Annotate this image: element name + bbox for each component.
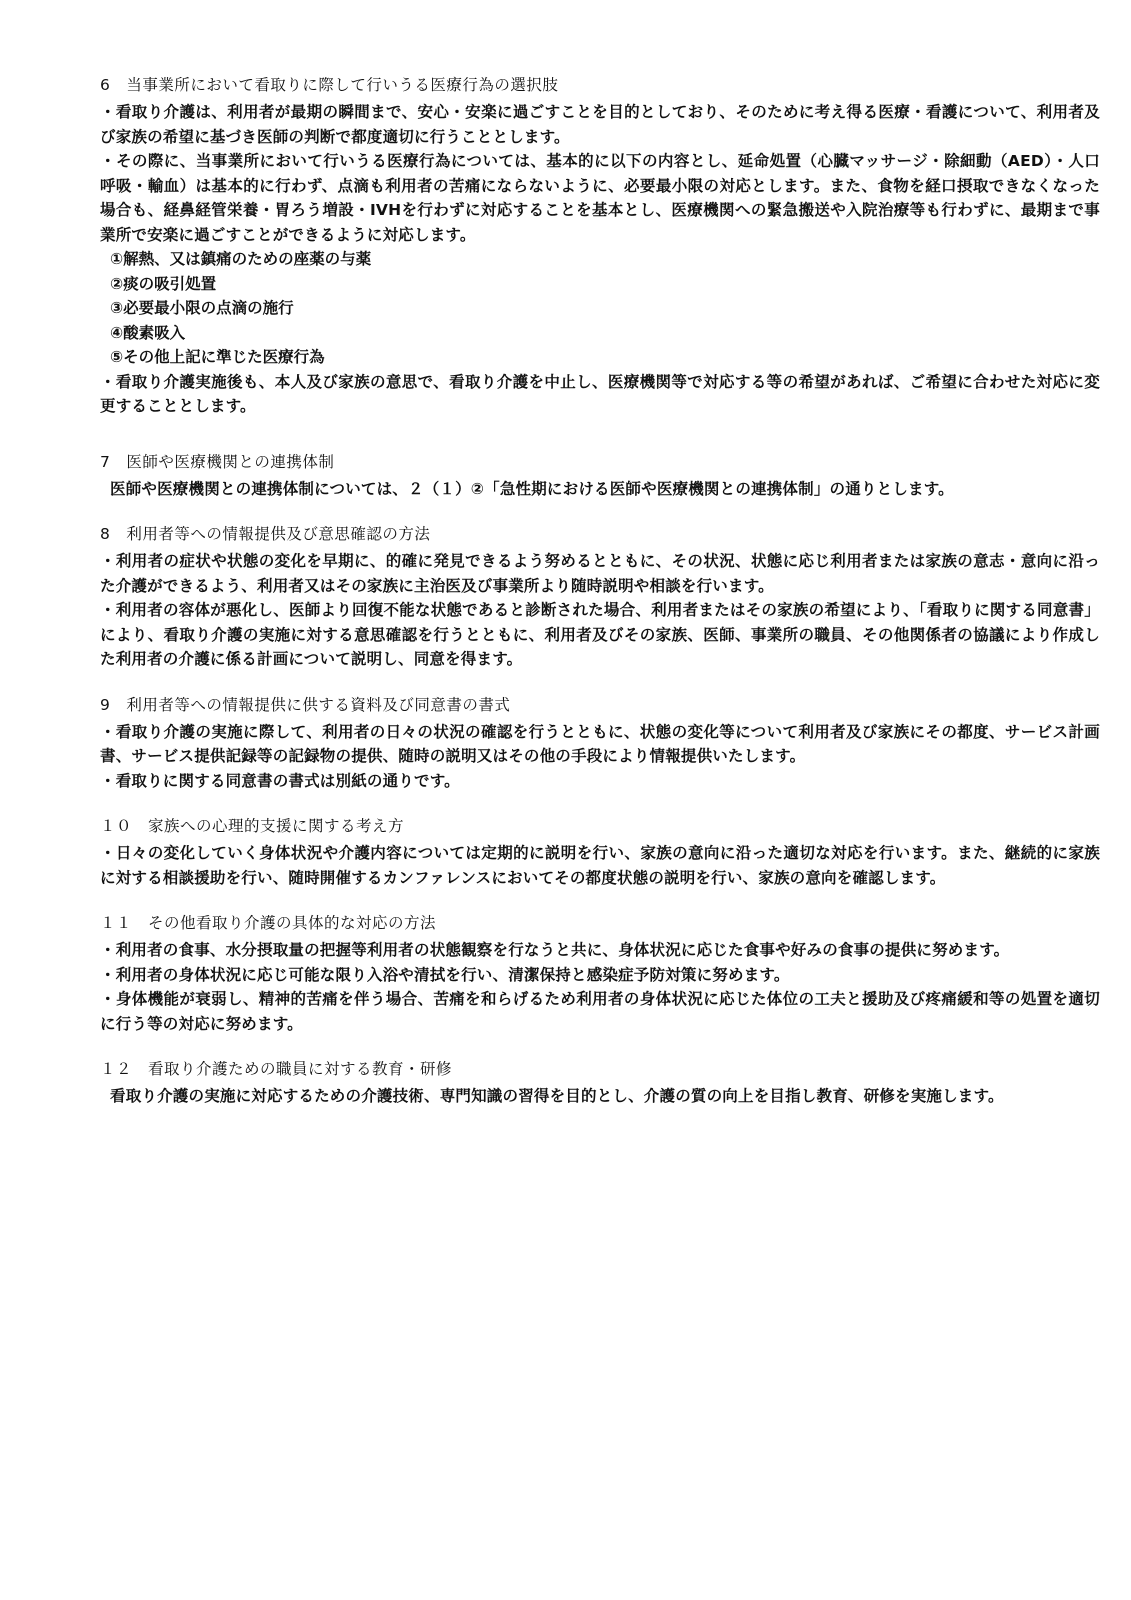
section-title: 8 利用者等への情報提供及び意思確認の方法 bbox=[100, 525, 431, 543]
paragraph: ・利用者の食事、水分摂取量の把握等利用者の状態観察を行なうと共に、身体状況に応じた食事や好みの食事の提供に努めます。 bbox=[100, 941, 1010, 959]
paragraph: ・その際に、当事業所において行いうる医療行為については、基本的に以下の内容とし、延命処置（心臓マッサージ・除細動（AED）・人口呼吸・輸血）は基本的に行わず、点滴も利用者の苦痛にならないように、必要最小限の対応とします。また、食物を経口摂取できなくなった場合も、経鼻経管栄養・胃ろう増設・IVHを行わずに対応することを基本とし、医療機関への緊急搬送や入院治療等も行わずに、最期まで事業所で安楽に過ごすことができるように対応します。 bbox=[100, 152, 1100, 244]
section-title: 9 利用者等への情報提供に供する資料及び同意書の書式 bbox=[100, 695, 511, 714]
list-item: ①解熱、又は鎮痛のための座薬の与薬 bbox=[110, 250, 372, 268]
section-8 bbox=[100, 521, 1100, 672]
section-12 bbox=[100, 1056, 1100, 1109]
paragraph: ・利用者の身体状況に応じ可能な限り入浴や清拭を行い、清潔保持と感染症予防対策に努めます。 bbox=[100, 965, 790, 984]
section-title: 7 医師や医療機関との連携体制 bbox=[100, 452, 335, 471]
section-7 bbox=[100, 449, 1100, 502]
section-title: １２ 看取り介護ための職員に対する教育・研修 bbox=[100, 1060, 453, 1078]
paragraph: ・看取り介護の実施に際して、利用者の日々の状況の確認を行うとともに、状態の変化等について利用者及び家族にその都度、サービス計画書、サービス提供記録等の記録物の提供、随時の説明又はその他の手段により情報提供いたします。 bbox=[100, 722, 1100, 765]
list-item: ②痰の吸引処置 bbox=[110, 274, 217, 293]
section-11 bbox=[100, 910, 1100, 1036]
list-item: ③必要最小限の点滴の施行 bbox=[110, 299, 294, 317]
paragraph: ・看取り介護は、利用者が最期の瞬間まで、安心・安楽に過ごすことを目的としており、そのために考え得る医療・看護について、利用者及び家族の希望に基づき医師の判断で都度適切に行うこととします。 bbox=[100, 103, 1100, 146]
paragraph: 医師や医療機関との連携体制については、２（１）②「急性期における医師や医療機関との連携体制」の通りとします。 bbox=[110, 479, 954, 498]
paragraph: ・看取り介護実施後も、本人及び家族の意思で、看取り介護を中止し、医療機関等で対応する等の希望があれば、ご希望に合わせた対応に変更することとします。 bbox=[100, 372, 1100, 415]
section-title: １１ その他看取り介護の具体的な対応の方法 bbox=[100, 914, 437, 932]
paragraph: ・利用者の症状や状態の変化を早期に、的確に発見できるよう努めるとともに、その状況、状態に応じ利用者または家族の意志・意向に沿った介護ができるよう、利用者又はその家族に主治医及び事業所より随時説明や相談を行います。 bbox=[100, 552, 1100, 595]
medical-procedure-list bbox=[100, 247, 1100, 370]
document-body bbox=[100, 72, 1100, 1109]
paragraph: 看取り介護の実施に対応するための介護技術、専門知識の習得を目的とし、介護の質の向上を目指し教育、研修を実施します。 bbox=[110, 1087, 1004, 1105]
section-9 bbox=[100, 692, 1100, 794]
list-item: ⑤その他上記に準じた医療行為 bbox=[110, 348, 325, 366]
paragraph: ・看取りに関する同意書の書式は別紙の通りです。 bbox=[100, 771, 460, 790]
list-item: ④酸素吸入 bbox=[110, 323, 186, 342]
section-6 bbox=[100, 72, 1100, 419]
paragraph: ・身体機能が衰弱し、精神的苦痛を伴う場合、苦痛を和らげるため利用者の身体状況に応じた体位の工夫と援助及び疼痛緩和等の処置を適切に行う等の対応に努めます。 bbox=[100, 990, 1100, 1033]
paragraph: ・利用者の容体が悪化し、医師より回復不能な状態であると診断された場合、利用者またはその家族の希望により、「看取りに関する同意書」により、看取り介護の実施に対する意思確認を行うとともに、利用者及びその家族、医師、事業所の職員、その他関係者の協議により作成した利用者の介護に係る計画について説明し、同意を得ます。 bbox=[100, 601, 1100, 668]
section-10 bbox=[100, 813, 1100, 890]
section-title: １０ 家族への心理的支援に関する考え方 bbox=[100, 817, 405, 835]
paragraph: ・日々の変化していく身体状況や介護内容については定期的に説明を行い、家族の意向に沿った適切な対応を行います。また、継続的に家族に対する相談援助を行い、随時開催するカンファレンスにおいてその都度状態の説明を行い、家族の意向を確認します。 bbox=[100, 844, 1100, 887]
section-title: 6 当事業所において看取りに際して行いうる医療行為の選択肢 bbox=[100, 76, 559, 94]
